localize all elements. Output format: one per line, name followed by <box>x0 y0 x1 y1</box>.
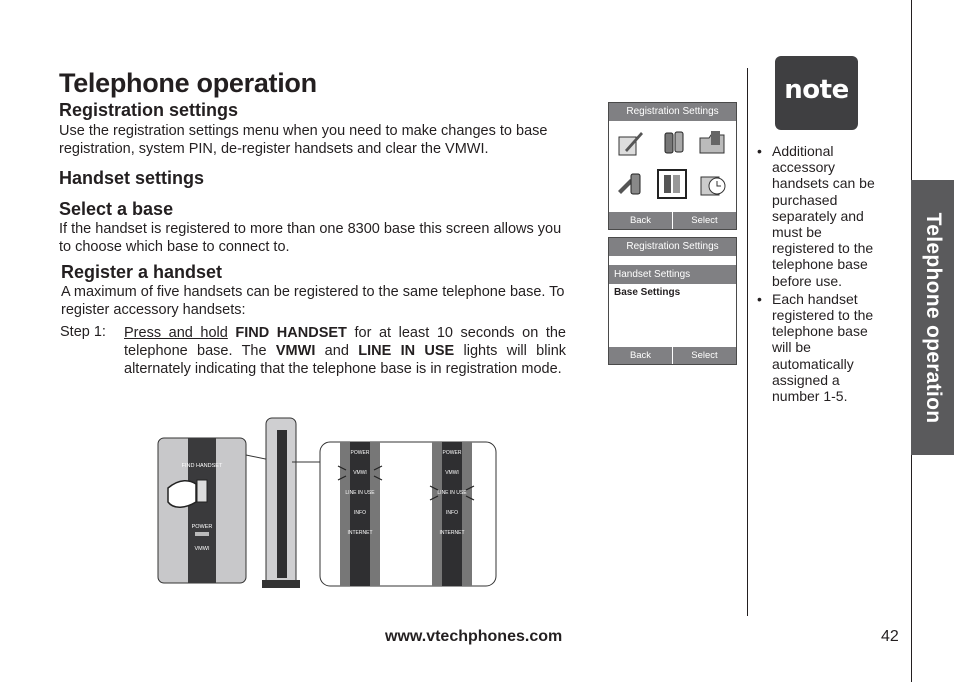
page-title: Telephone operation <box>59 68 317 98</box>
registration-screen-menu <box>608 237 737 365</box>
footer-url[interactable]: www.vtechphones.com <box>385 628 563 645</box>
select-softkey[interactable]: Select <box>672 212 736 229</box>
note-item-text: Each handset registered to the telephone base will be automatically assigned a number 1-5. <box>772 290 874 405</box>
step-text-2: for at least 10 seconds on the telephone base. The <box>124 325 566 359</box>
tower-front-strip <box>277 430 287 578</box>
panel2-line-in-use: LINE IN USE <box>437 490 467 496</box>
handset-heading: Handset settings <box>59 168 205 188</box>
screen2-title: Registration Settings <box>609 238 736 256</box>
note-badge-text: note <box>784 75 849 105</box>
step-text-4: lights will blink alternately indicating that the telephone base is in registration mode. <box>124 343 567 377</box>
registration-screen-icons <box>608 102 737 230</box>
clock-icon <box>698 169 728 199</box>
step-text-3: and <box>315 343 359 359</box>
registration-heading: Registration settings <box>59 100 239 120</box>
note-item <box>757 143 883 289</box>
panel1-info: INFO <box>354 510 366 516</box>
zoom-label-find: FIND HANDSET <box>181 463 223 469</box>
back-softkey[interactable]: Back <box>629 215 652 226</box>
screen2-softkeys <box>609 347 736 364</box>
finger-press-icon <box>168 481 196 508</box>
page-number: 42 <box>881 628 899 645</box>
note-list <box>757 143 883 406</box>
line-in-use-text: LINE IN USE <box>358 343 455 359</box>
tower-stand <box>262 580 300 588</box>
zoom-label-power: POWER <box>191 524 213 530</box>
select-softkey[interactable]: Select <box>672 347 736 364</box>
screen1-softkeys <box>609 212 736 229</box>
wrench-phone-icon <box>615 169 645 199</box>
register-body: A maximum of five handsets can be registered to the same telephone base. To register accessory handsets: <box>61 284 565 318</box>
screen1-title: Registration Settings <box>609 103 736 121</box>
select-base-body: If the handset is registered to more than one 8300 base this screen allows you to choose which base to connect to. <box>59 221 562 255</box>
panel1-internet: INTERNET <box>347 530 373 536</box>
register-heading: Register a handset <box>61 262 223 282</box>
note-item-text: Additional accessory handsets can be purchased separately and must be registered to the telephone base before use. <box>772 143 875 289</box>
folder-icon <box>697 128 727 158</box>
side-tab-label: Telephone operation <box>921 212 945 423</box>
vmwi-text: VMWI <box>275 343 316 359</box>
menu-item-base-settings[interactable]: Base Settings <box>614 287 681 298</box>
power-led-icon <box>195 532 209 536</box>
bullet-icon: • <box>757 290 762 307</box>
zoom-label-vmwi: VMWI <box>194 546 210 552</box>
side-tab <box>911 180 954 455</box>
panel2-vmwi: VMWI <box>445 470 459 476</box>
panel2-power: POWER <box>442 450 462 456</box>
zoom-panel-strip <box>188 438 216 583</box>
menu-item-handset-settings[interactable]: Handset Settings <box>609 265 736 284</box>
panel1-vmwi: VMWI <box>353 470 367 476</box>
step-label: Step 1: <box>60 324 106 340</box>
panel1-power: POWER <box>350 450 370 456</box>
column-divider <box>747 68 748 616</box>
panel1-line-in-use: LINE IN USE <box>345 490 375 496</box>
step-body <box>124 324 566 378</box>
find-handset-button-icon <box>197 480 207 502</box>
select-base-heading: Select a base <box>59 199 174 219</box>
panel2-info: INFO <box>446 510 458 516</box>
back-softkey[interactable]: Back <box>629 350 652 361</box>
pen-paper-icon <box>615 128 645 158</box>
bullet-icon: • <box>757 143 762 159</box>
handsets-icon <box>659 128 689 158</box>
step-underlined-text: Press and hold <box>124 325 228 341</box>
find-handset-text: FIND HANDSET <box>235 325 347 341</box>
base-illustration <box>150 410 510 595</box>
note-item <box>757 291 883 404</box>
registration-selected-icon <box>657 169 687 199</box>
panel2-internet: INTERNET <box>439 530 465 536</box>
registration-body: Use the registration settings menu when you need to make changes to base registration, system PIN, de-register handsets and clear the VMWI. <box>59 123 548 157</box>
note-badge <box>775 56 858 130</box>
